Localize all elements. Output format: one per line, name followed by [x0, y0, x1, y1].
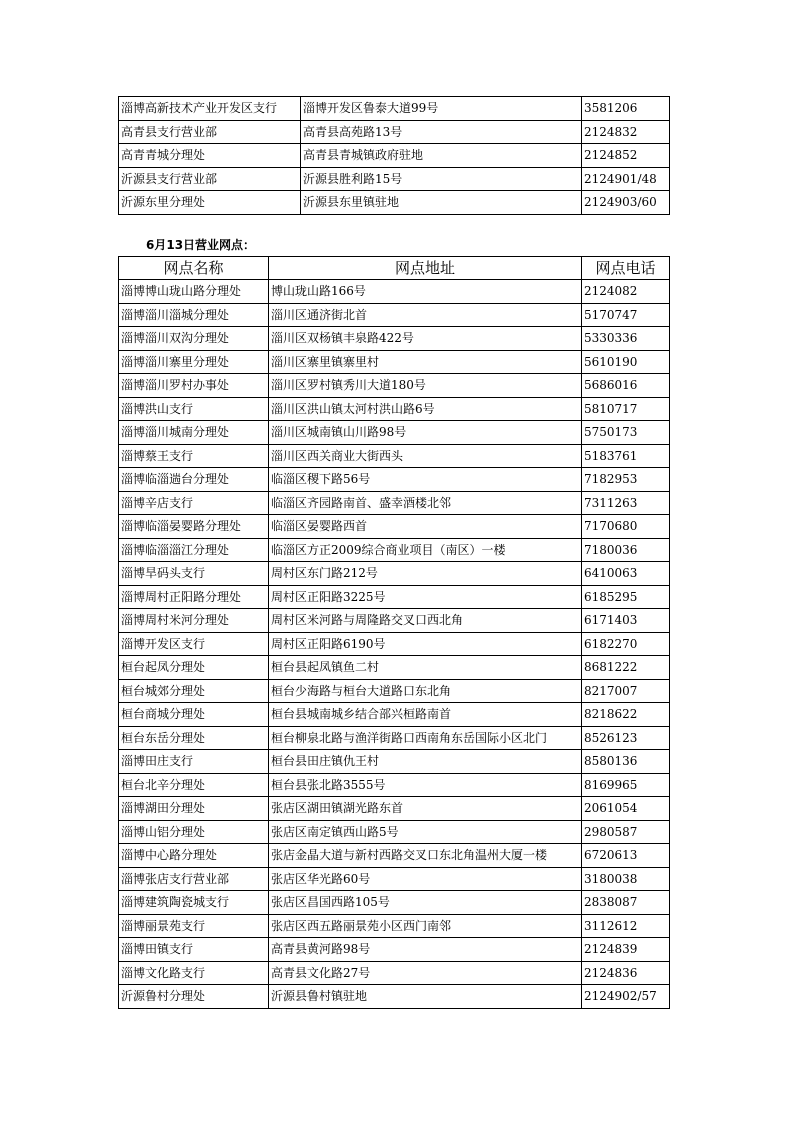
- table-row: [119, 773, 670, 797]
- branch-name-cell: 桓台东岳分理处: [119, 726, 269, 750]
- branch-address-cell: 周村区米河路与周隆路交叉口西北角: [269, 609, 582, 633]
- branch-address-cell: 临淄区稷下路56号: [269, 468, 582, 492]
- branch-phone-cell: 2124082: [582, 280, 670, 304]
- table-row: [119, 280, 670, 304]
- branch-phone-cell: 8681222: [582, 656, 670, 680]
- table-row: [119, 609, 670, 633]
- branch-name-cell: 沂源县支行营业部: [119, 167, 301, 191]
- branch-address-cell: 张店金晶大道与新村西路交叉口东北角温州大厦一楼: [269, 844, 582, 868]
- branch-name-cell: 淄博淄川淄城分理处: [119, 303, 269, 327]
- branch-address-cell: 张店区华光路60号: [269, 867, 582, 891]
- branch-name-cell: 淄博博山珑山路分理处: [119, 280, 269, 304]
- branch-phone-cell: 5686016: [582, 374, 670, 398]
- branch-address-cell: 高青县文化路27号: [269, 961, 582, 985]
- table-row: [119, 191, 670, 215]
- branch-name-cell: 淄博洪山支行: [119, 397, 269, 421]
- branch-name-cell: 淄博临淄遄台分理处: [119, 468, 269, 492]
- branch-address-cell: 临淄区方正2009综合商业项目（南区）一楼: [269, 538, 582, 562]
- branch-phone-cell: 5750173: [582, 421, 670, 445]
- branch-address-cell: 桓台少海路与桓台大道路口东北角: [269, 679, 582, 703]
- branch-name-cell: 淄博周村米河分理处: [119, 609, 269, 633]
- table-row: [119, 961, 670, 985]
- table-row: [119, 797, 670, 821]
- branch-address-cell: 淄川区罗村镇秀川大道180号: [269, 374, 582, 398]
- branch-name-cell: 淄博淄川寨里分理处: [119, 350, 269, 374]
- branch-phone-cell: 2980587: [582, 820, 670, 844]
- table-row: [119, 97, 670, 121]
- branch-address-cell: 桓台县城南城乡结合部兴桓路南首: [269, 703, 582, 727]
- branch-table-june-13: [118, 256, 670, 1009]
- table-row: [119, 703, 670, 727]
- branch-address-cell: 张店区南定镇西山路5号: [269, 820, 582, 844]
- branch-address-cell: 桓台柳泉北路与渔洋街路口西南角东岳国际小区北门: [269, 726, 582, 750]
- table-row: [119, 350, 670, 374]
- branch-address-cell: 张店区昌国西路105号: [269, 891, 582, 915]
- branch-name-cell: 沂源东里分理处: [119, 191, 301, 215]
- table-row: [119, 538, 670, 562]
- branch-address-cell: 临淄区齐园路南首、盛幸酒楼北邻: [269, 491, 582, 515]
- branch-name-cell: 淄博周村正阳路分理处: [119, 585, 269, 609]
- branch-phone-cell: 5610190: [582, 350, 670, 374]
- table-row: [119, 491, 670, 515]
- branch-phone-cell: 6182270: [582, 632, 670, 656]
- branch-name-cell: 淄博淄川城南分理处: [119, 421, 269, 445]
- branch-phone-cell: 2124902/57: [582, 985, 670, 1009]
- branch-phone-cell: 7170680: [582, 515, 670, 539]
- branch-phone-cell: 2124852: [582, 144, 670, 168]
- branch-address-cell: 周村区正阳路3225号: [269, 585, 582, 609]
- table-row: [119, 820, 670, 844]
- branch-phone-cell: 2838087: [582, 891, 670, 915]
- branch-phone-cell: 6720613: [582, 844, 670, 868]
- table-row: [119, 562, 670, 586]
- branch-name-cell: 淄博蔡王支行: [119, 444, 269, 468]
- table-row: [119, 468, 670, 492]
- branch-name-cell: 淄博中心路分理处: [119, 844, 269, 868]
- branch-name-cell: 高青县支行营业部: [119, 120, 301, 144]
- table-row: [119, 679, 670, 703]
- branch-address-cell: 桓台县起凤镇鱼二村: [269, 656, 582, 680]
- branch-name-cell: 淄博建筑陶瓷城支行: [119, 891, 269, 915]
- branch-address-cell: 淄川区双杨镇丰泉路422号: [269, 327, 582, 351]
- branch-address-cell: 沂源县鲁村镇驻地: [269, 985, 582, 1009]
- table-row: [119, 303, 670, 327]
- branch-name-cell: 淄博田镇支行: [119, 938, 269, 962]
- branch-phone-cell: 7182953: [582, 468, 670, 492]
- table-row: [119, 844, 670, 868]
- branch-address-cell: 淄川区洪山镇太河村洪山路6号: [269, 397, 582, 421]
- branch-phone-cell: 3112612: [582, 914, 670, 938]
- branch-address-cell: 临淄区晏婴路西首: [269, 515, 582, 539]
- branch-name-cell: 淄博文化路支行: [119, 961, 269, 985]
- header-branch-phone: 网点电话: [582, 257, 670, 280]
- table-row: [119, 120, 670, 144]
- branch-address-cell: 高青县高苑路13号: [301, 120, 582, 144]
- table-row: [119, 374, 670, 398]
- table-row: [119, 914, 670, 938]
- branch-phone-cell: 2124839: [582, 938, 670, 962]
- table-row: [119, 938, 670, 962]
- branch-name-cell: 淄博湖田分理处: [119, 797, 269, 821]
- branch-name-cell: 淄博淄川罗村办事处: [119, 374, 269, 398]
- branch-address-cell: 淄川区寨里镇寨里村: [269, 350, 582, 374]
- branch-name-cell: 淄博辛店支行: [119, 491, 269, 515]
- table-row: [119, 444, 670, 468]
- branch-name-cell: 淄博丽景苑支行: [119, 914, 269, 938]
- branch-table-continued: [118, 96, 670, 215]
- branch-name-cell: 桓台商城分理处: [119, 703, 269, 727]
- branch-address-cell: 淄川区城南镇山川路98号: [269, 421, 582, 445]
- branch-phone-cell: 8217007: [582, 679, 670, 703]
- branch-phone-cell: 6185295: [582, 585, 670, 609]
- branch-address-cell: 桓台县田庄镇仇王村: [269, 750, 582, 774]
- table-row: [119, 867, 670, 891]
- branch-address-cell: 桓台县张北路3555号: [269, 773, 582, 797]
- header-branch-name: 网点名称: [119, 257, 269, 280]
- branch-name-cell: 淄博高新技术产业开发区支行: [119, 97, 301, 121]
- branch-phone-cell: 2124836: [582, 961, 670, 985]
- table-row: [119, 397, 670, 421]
- branch-address-cell: 高青县青城镇政府驻地: [301, 144, 582, 168]
- branch-name-cell: 淄博田庄支行: [119, 750, 269, 774]
- branch-name-cell: 淄博张店支行营业部: [119, 867, 269, 891]
- branch-phone-cell: 7311263: [582, 491, 670, 515]
- branch-name-cell: 淄博淄川双沟分理处: [119, 327, 269, 351]
- branch-address-cell: 张店区湖田镇湖光路东首: [269, 797, 582, 821]
- branch-phone-cell: 8580136: [582, 750, 670, 774]
- branch-phone-cell: 2124903/60: [582, 191, 670, 215]
- table-row: [119, 656, 670, 680]
- table-row: [119, 585, 670, 609]
- table-row: [119, 421, 670, 445]
- table-row: [119, 750, 670, 774]
- table-row: [119, 327, 670, 351]
- branch-name-cell: 淄博旱码头支行: [119, 562, 269, 586]
- branch-address-cell: 张店区西五路丽景苑小区西门南邻: [269, 914, 582, 938]
- branch-address-cell: 高青县黄河路98号: [269, 938, 582, 962]
- branch-phone-cell: 5170747: [582, 303, 670, 327]
- branch-name-cell: 淄博开发区支行: [119, 632, 269, 656]
- table-row: [119, 985, 670, 1009]
- table-row: [119, 167, 670, 191]
- branch-name-cell: 桓台城郊分理处: [119, 679, 269, 703]
- branch-phone-cell: 7180036: [582, 538, 670, 562]
- branch-phone-cell: 8526123: [582, 726, 670, 750]
- table-row: [119, 632, 670, 656]
- branch-name-cell: 淄博临淄晏婴路分理处: [119, 515, 269, 539]
- branch-name-cell: 淄博山铝分理处: [119, 820, 269, 844]
- branch-address-cell: 淄博开发区鲁泰大道99号: [301, 97, 582, 121]
- branch-phone-cell: 6410063: [582, 562, 670, 586]
- branch-phone-cell: 5183761: [582, 444, 670, 468]
- branch-name-cell: 沂源鲁村分理处: [119, 985, 269, 1009]
- header-branch-address: 网点地址: [269, 257, 582, 280]
- branch-phone-cell: 6171403: [582, 609, 670, 633]
- branch-address-cell: 博山珑山路166号: [269, 280, 582, 304]
- branch-phone-cell: 8218622: [582, 703, 670, 727]
- table-row: [119, 726, 670, 750]
- branch-phone-cell: 5330336: [582, 327, 670, 351]
- branch-phone-cell: 2061054: [582, 797, 670, 821]
- branch-phone-cell: 8169965: [582, 773, 670, 797]
- section-title: 6月13日营业网点：: [146, 238, 256, 252]
- branch-phone-cell: 3581206: [582, 97, 670, 121]
- branch-address-cell: 周村区东门路212号: [269, 562, 582, 586]
- branch-name-cell: 淄博临淄淄江分理处: [119, 538, 269, 562]
- branch-phone-cell: 2124832: [582, 120, 670, 144]
- branch-address-cell: 淄川区西关商业大街西头: [269, 444, 582, 468]
- branch-address-cell: 沂源县东里镇驻地: [301, 191, 582, 215]
- branch-address-cell: 淄川区通济街北首: [269, 303, 582, 327]
- branch-address-cell: 周村区正阳路6190号: [269, 632, 582, 656]
- table-row: [119, 515, 670, 539]
- branch-name-cell: 桓台起凤分理处: [119, 656, 269, 680]
- table-row: [119, 144, 670, 168]
- branch-name-cell: 高青青城分理处: [119, 144, 301, 168]
- branch-address-cell: 沂源县胜利路15号: [301, 167, 582, 191]
- branch-phone-cell: 5810717: [582, 397, 670, 421]
- branch-name-cell: 桓台北辛分理处: [119, 773, 269, 797]
- branch-phone-cell: 3180038: [582, 867, 670, 891]
- branch-phone-cell: 2124901/48: [582, 167, 670, 191]
- table-row: [119, 891, 670, 915]
- table-header-row: [119, 257, 670, 280]
